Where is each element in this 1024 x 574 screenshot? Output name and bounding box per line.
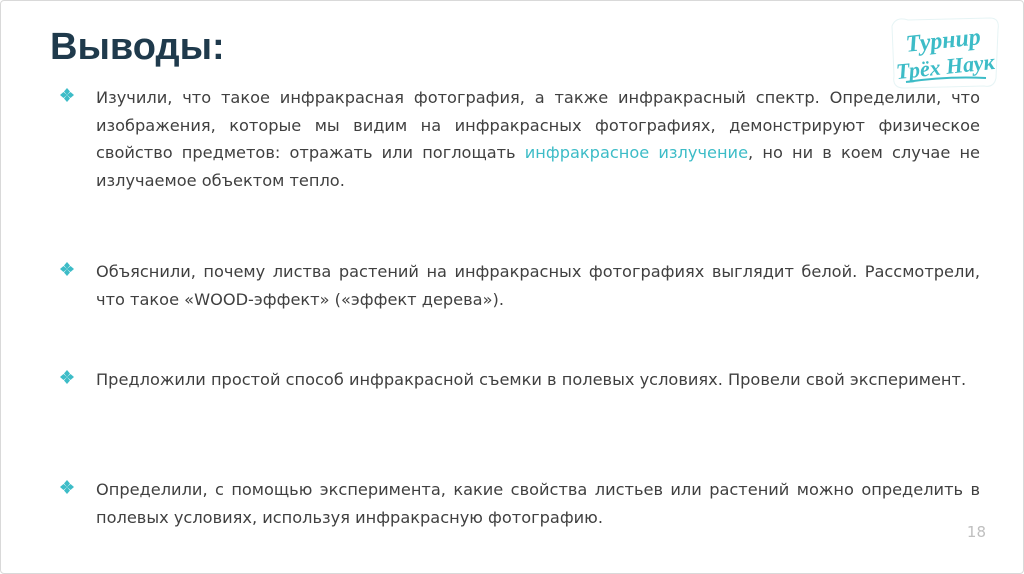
list-item xyxy=(60,84,980,194)
logo-text-line2: Трёх Наук xyxy=(894,48,996,85)
page-number: 18 xyxy=(966,523,986,541)
highlighted-term: инфракрасное излучение xyxy=(524,143,749,162)
list-item xyxy=(60,258,980,313)
logo-text-line1: Турнир xyxy=(904,24,982,58)
bullet-text: Объяснили, почему листва растений на инфракрасных фотографиях выглядит белой. Рассмотрели, что такое «WOOD-эффект» («эффект дерева»). xyxy=(96,262,980,309)
bullet-text: Изучили, что такое инфракрасная фотография, а также инфракрасный спектр. Определили, что изображения, которые мы видим на инфракрасных фотографиях, демонстрируют физическое свойство предметов: отражать или поглощать xyxy=(96,88,980,162)
tournament-logo-icon xyxy=(886,12,1004,92)
diamond-bullet-icon xyxy=(60,480,74,494)
bullet-text: Определили, с помощью эксперимента, какие свойства листьев или растений можно определить в полевых условиях, используя инфракрасную фотографию. xyxy=(96,480,980,527)
diamond-bullet-icon xyxy=(60,88,74,102)
bullet-text-continued: , но ни в коем случае не излучаемое объектом тепло. xyxy=(96,143,981,190)
tournament-logo xyxy=(886,12,1004,92)
diamond-bullet-icon xyxy=(60,370,74,384)
diamond-bullet-icon xyxy=(60,262,74,276)
slide-title: Выводы: xyxy=(50,26,225,68)
list-item xyxy=(60,366,980,394)
bullet-text: Предложили простой способ инфракрасной съемки в полевых условиях. Провели свой эксперимент. xyxy=(96,370,967,389)
list-item xyxy=(60,476,980,531)
